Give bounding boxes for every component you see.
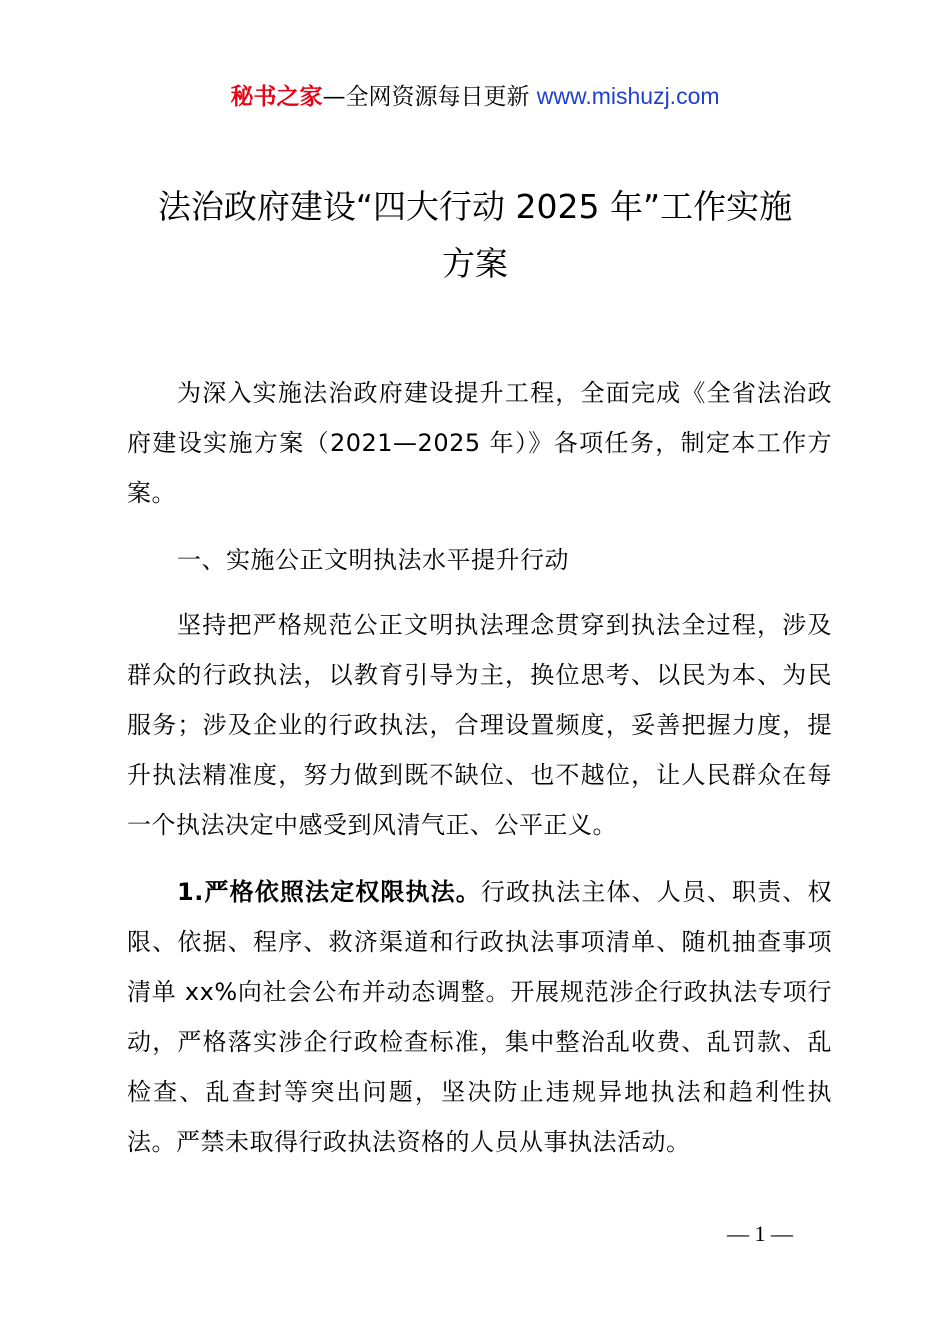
document-title-line-2: 方案 [442, 244, 508, 283]
document-title-line-1: 法治政府建设“四大行动 2025 年”工作实施 [157, 187, 793, 226]
page-number: — 1 — [727, 1221, 793, 1246]
site-banner [0, 80, 950, 113]
document-title [100, 178, 850, 292]
document-body [127, 368, 832, 1184]
item-1-paragraph [127, 867, 832, 1167]
section-1-paragraph: 坚持把严格规范公正文明执法理念贯穿到执法全过程，涉及群众的行政执法，以教育引导为主，换位思考、以民为本、为民服务；涉及企业的行政执法，合理设置频度，妥善把握力度，提升执法精准度，努力做到既不缺位、也不越位，让人民群众在每一个执法决定中感受到风清气正、公平正义。 [127, 611, 832, 839]
banner-slogan: —全网资源每日更新 [322, 84, 537, 110]
item-1-body: 行政执法主体、人员、职责、权限、依据、程序、救济渠道和行政执法事项清单、随机抽查事项清单 xx%向社会公布并动态调整。开展规范涉企行政执法专项行动，严格落实涉企行政检查标准，集中整治乱收费、乱罚款、乱检查、乱查封等突出问题，坚决防止违规异地执法和趋利性执法。严禁未取得行政执法资格的人员从事执法活动。 [127, 878, 832, 1156]
section-1-heading: 一、实施公正文明执法水平提升行动 [177, 546, 569, 574]
banner-brand: 秘书之家 [230, 84, 323, 110]
item-1-lead: 1.严格依照法定权限执法。 [177, 878, 481, 906]
banner-url-link[interactable]: www.mishuzj.com [536, 83, 720, 109]
intro-paragraph: 为深入实施法治政府建设提升工程，全面完成《全省法治政府建设实施方案（2021—2025 年）》各项任务，制定本工作方案。 [127, 379, 832, 507]
